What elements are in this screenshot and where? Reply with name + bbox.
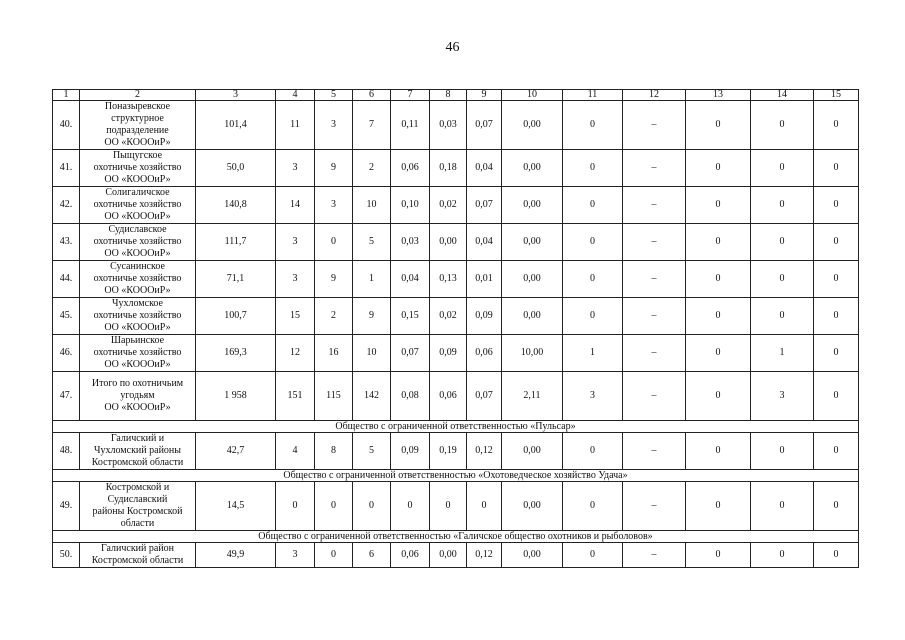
- cell-col-6: 1: [353, 261, 391, 298]
- cell-col-8: 0,00: [430, 543, 467, 568]
- cell-col-13: 0: [686, 543, 751, 568]
- cell-col-13: 0: [686, 150, 751, 187]
- cell-col-15: 0: [814, 101, 859, 150]
- organization-name: Общество с ограниченной ответственностью «Охотоведческое хозяйство Удача»: [53, 470, 859, 482]
- cell-col-11: 0: [563, 482, 623, 531]
- row-number: 46.: [53, 335, 80, 372]
- cell-col-8: 0,13: [430, 261, 467, 298]
- table-row: [53, 187, 859, 224]
- cell-col-10: 0,00: [502, 543, 563, 568]
- cell-col-4: 3: [276, 261, 315, 298]
- organization-header-row: [53, 531, 859, 543]
- cell-col-15: 0: [814, 298, 859, 335]
- cell-col-4: 3: [276, 150, 315, 187]
- cell-col-10: 0,00: [502, 261, 563, 298]
- cell-col-12: –: [623, 150, 686, 187]
- cell-col-3: 111,7: [196, 224, 276, 261]
- row-number: 44.: [53, 261, 80, 298]
- cell-col-3: 100,7: [196, 298, 276, 335]
- cell-col-14: 0: [751, 261, 814, 298]
- cell-col-9: 0,09: [467, 298, 502, 335]
- cell-col-4: 11: [276, 101, 315, 150]
- hunting-ground-name: Судиславское охотничье хозяйство ОО «КОООиР»: [80, 224, 196, 261]
- table-row: [53, 101, 859, 150]
- cell-col-15: 0: [814, 150, 859, 187]
- table-row: [53, 150, 859, 187]
- hunting-ground-name: Шарьинское охотничье хозяйство ОО «КОООиР»: [80, 335, 196, 372]
- cell-col-14: 0: [751, 433, 814, 470]
- cell-col-15: 0: [814, 335, 859, 372]
- column-number-7: 7: [391, 90, 430, 101]
- cell-col-8: 0,03: [430, 101, 467, 150]
- cell-col-11: 0: [563, 101, 623, 150]
- cell-col-9: 0,04: [467, 150, 502, 187]
- column-number-9: 9: [467, 90, 502, 101]
- table-row: [53, 482, 859, 531]
- hunting-ground-name: Солигаличское охотничье хозяйство ОО «КОООиР»: [80, 187, 196, 224]
- cell-col-13: 0: [686, 433, 751, 470]
- cell-col-10: 10,00: [502, 335, 563, 372]
- hunting-ground-name: Чухломское охотничье хозяйство ОО «КОООиР»: [80, 298, 196, 335]
- cell-col-10: 0,00: [502, 482, 563, 531]
- cell-col-12: –: [623, 298, 686, 335]
- cell-col-9: 0,01: [467, 261, 502, 298]
- cell-col-15: 0: [814, 224, 859, 261]
- cell-col-11: 0: [563, 298, 623, 335]
- cell-col-11: 0: [563, 261, 623, 298]
- cell-col-15: 0: [814, 482, 859, 531]
- column-number-14: 14: [751, 90, 814, 101]
- row-number: 43.: [53, 224, 80, 261]
- cell-col-8: 0,06: [430, 372, 467, 421]
- cell-col-4: 3: [276, 543, 315, 568]
- cell-col-7: 0,15: [391, 298, 430, 335]
- cell-col-11: 3: [563, 372, 623, 421]
- cell-col-13: 0: [686, 298, 751, 335]
- cell-col-5: 3: [315, 101, 353, 150]
- cell-col-14: 0: [751, 543, 814, 568]
- cell-col-6: 0: [353, 482, 391, 531]
- cell-col-7: 0,08: [391, 372, 430, 421]
- cell-col-5: 8: [315, 433, 353, 470]
- column-number-8: 8: [430, 90, 467, 101]
- cell-col-15: 0: [814, 372, 859, 421]
- cell-col-12: –: [623, 101, 686, 150]
- cell-col-4: 0: [276, 482, 315, 531]
- cell-col-14: 1: [751, 335, 814, 372]
- cell-col-10: 0,00: [502, 101, 563, 150]
- table-row: [53, 298, 859, 335]
- cell-col-3: 71,1: [196, 261, 276, 298]
- cell-col-5: 9: [315, 261, 353, 298]
- cell-col-5: 0: [315, 482, 353, 531]
- column-number-3: 3: [196, 90, 276, 101]
- cell-col-6: 5: [353, 433, 391, 470]
- cell-col-4: 4: [276, 433, 315, 470]
- column-number-12: 12: [623, 90, 686, 101]
- table-row: [53, 335, 859, 372]
- column-number-2: 2: [80, 90, 196, 101]
- cell-col-4: 15: [276, 298, 315, 335]
- organization-header-row: [53, 421, 859, 433]
- column-number-5: 5: [315, 90, 353, 101]
- cell-col-14: 0: [751, 150, 814, 187]
- cell-col-13: 0: [686, 482, 751, 531]
- cell-col-3: 50,0: [196, 150, 276, 187]
- cell-col-3: 1 958: [196, 372, 276, 421]
- cell-col-6: 7: [353, 101, 391, 150]
- row-number: 47.: [53, 372, 80, 421]
- hunting-ground-name: Итого по охотничьим угодьям ОО «КОООиР»: [80, 372, 196, 421]
- cell-col-14: 3: [751, 372, 814, 421]
- hunting-ground-name: Галичский район Костромской области: [80, 543, 196, 568]
- cell-col-13: 0: [686, 224, 751, 261]
- cell-col-13: 0: [686, 101, 751, 150]
- cell-col-7: 0,06: [391, 543, 430, 568]
- cell-col-11: 1: [563, 335, 623, 372]
- cell-col-13: 0: [686, 335, 751, 372]
- cell-col-15: 0: [814, 261, 859, 298]
- cell-col-4: 12: [276, 335, 315, 372]
- cell-col-14: 0: [751, 187, 814, 224]
- cell-col-7: 0,03: [391, 224, 430, 261]
- cell-col-12: –: [623, 372, 686, 421]
- cell-col-8: 0,09: [430, 335, 467, 372]
- row-number: 48.: [53, 433, 80, 470]
- cell-col-7: 0,04: [391, 261, 430, 298]
- cell-col-3: 49,9: [196, 543, 276, 568]
- cell-col-5: 9: [315, 150, 353, 187]
- organization-header-row: [53, 470, 859, 482]
- cell-col-9: 0,06: [467, 335, 502, 372]
- cell-col-13: 0: [686, 187, 751, 224]
- cell-col-5: 115: [315, 372, 353, 421]
- table-row: [53, 433, 859, 470]
- cell-col-11: 0: [563, 224, 623, 261]
- row-number: 41.: [53, 150, 80, 187]
- page-number: 46: [445, 40, 460, 55]
- cell-col-8: 0: [430, 482, 467, 531]
- cell-col-6: 6: [353, 543, 391, 568]
- cell-col-7: 0: [391, 482, 430, 531]
- cell-col-4: 3: [276, 224, 315, 261]
- hunting-ground-name: Галичский и Чухломский районы Костромской области: [80, 433, 196, 470]
- cell-col-5: 2: [315, 298, 353, 335]
- cell-col-12: –: [623, 187, 686, 224]
- column-number-15: 15: [814, 90, 859, 101]
- hunting-ground-name: Костромской и Судиславский районы Костромской области: [80, 482, 196, 531]
- table-row: [53, 261, 859, 298]
- cell-col-6: 2: [353, 150, 391, 187]
- row-number: 50.: [53, 543, 80, 568]
- cell-col-5: 16: [315, 335, 353, 372]
- cell-col-13: 0: [686, 261, 751, 298]
- column-number-13: 13: [686, 90, 751, 101]
- cell-col-12: –: [623, 261, 686, 298]
- cell-col-12: –: [623, 482, 686, 531]
- cell-col-5: 3: [315, 187, 353, 224]
- cell-col-6: 142: [353, 372, 391, 421]
- hunting-statistics-table: [52, 89, 859, 568]
- cell-col-9: 0,07: [467, 187, 502, 224]
- cell-col-9: 0,07: [467, 372, 502, 421]
- cell-col-6: 10: [353, 187, 391, 224]
- row-number: 49.: [53, 482, 80, 531]
- hunting-ground-name: Пыщугское охотничье хозяйство ОО «КОООиР»: [80, 150, 196, 187]
- cell-col-15: 0: [814, 433, 859, 470]
- table-row: [53, 372, 859, 421]
- cell-col-15: 0: [814, 187, 859, 224]
- cell-col-11: 0: [563, 150, 623, 187]
- organization-name: Общество с ограниченной ответственностью «Галичское общество охотников и рыболовов»: [53, 531, 859, 543]
- table-header-row: [53, 90, 859, 101]
- cell-col-3: 101,4: [196, 101, 276, 150]
- cell-col-6: 10: [353, 335, 391, 372]
- cell-col-4: 151: [276, 372, 315, 421]
- cell-col-14: 0: [751, 101, 814, 150]
- cell-col-7: 0,10: [391, 187, 430, 224]
- cell-col-11: 0: [563, 433, 623, 470]
- cell-col-10: 0,00: [502, 150, 563, 187]
- cell-col-6: 9: [353, 298, 391, 335]
- cell-col-7: 0,11: [391, 101, 430, 150]
- cell-col-8: 0,18: [430, 150, 467, 187]
- table-row: [53, 224, 859, 261]
- cell-col-15: 0: [814, 543, 859, 568]
- cell-col-13: 0: [686, 372, 751, 421]
- cell-col-14: 0: [751, 224, 814, 261]
- cell-col-12: –: [623, 224, 686, 261]
- cell-col-10: 0,00: [502, 224, 563, 261]
- cell-col-3: 140,8: [196, 187, 276, 224]
- column-number-11: 11: [563, 90, 623, 101]
- cell-col-10: 0,00: [502, 187, 563, 224]
- cell-col-9: 0,07: [467, 101, 502, 150]
- hunting-ground-name: Поназыревское структурное подразделение ОО «КОООиР»: [80, 101, 196, 150]
- cell-col-9: 0,04: [467, 224, 502, 261]
- cell-col-9: 0: [467, 482, 502, 531]
- hunting-ground-name: Сусанинское охотничье хозяйство ОО «КОООиР»: [80, 261, 196, 298]
- cell-col-9: 0,12: [467, 543, 502, 568]
- organization-name: Общество с ограниченной ответственностью «Пульсар»: [53, 421, 859, 433]
- cell-col-7: 0,06: [391, 150, 430, 187]
- cell-col-10: 2,11: [502, 372, 563, 421]
- cell-col-6: 5: [353, 224, 391, 261]
- cell-col-8: 0,02: [430, 298, 467, 335]
- cell-col-9: 0,12: [467, 433, 502, 470]
- cell-col-3: 42,7: [196, 433, 276, 470]
- cell-col-12: –: [623, 433, 686, 470]
- cell-col-5: 0: [315, 224, 353, 261]
- cell-col-10: 0,00: [502, 433, 563, 470]
- cell-col-4: 14: [276, 187, 315, 224]
- column-number-1: 1: [53, 90, 80, 101]
- cell-col-12: –: [623, 335, 686, 372]
- cell-col-3: 169,3: [196, 335, 276, 372]
- cell-col-14: 0: [751, 482, 814, 531]
- cell-col-12: –: [623, 543, 686, 568]
- cell-col-8: 0,00: [430, 224, 467, 261]
- cell-col-8: 0,19: [430, 433, 467, 470]
- cell-col-7: 0,07: [391, 335, 430, 372]
- row-number: 40.: [53, 101, 80, 150]
- cell-col-14: 0: [751, 298, 814, 335]
- table-row: [53, 543, 859, 568]
- cell-col-11: 0: [563, 543, 623, 568]
- cell-col-11: 0: [563, 187, 623, 224]
- row-number: 42.: [53, 187, 80, 224]
- cell-col-3: 14,5: [196, 482, 276, 531]
- cell-col-8: 0,02: [430, 187, 467, 224]
- column-number-6: 6: [353, 90, 391, 101]
- cell-col-10: 0,00: [502, 298, 563, 335]
- row-number: 45.: [53, 298, 80, 335]
- column-number-4: 4: [276, 90, 315, 101]
- cell-col-5: 0: [315, 543, 353, 568]
- column-number-10: 10: [502, 90, 563, 101]
- cell-col-7: 0,09: [391, 433, 430, 470]
